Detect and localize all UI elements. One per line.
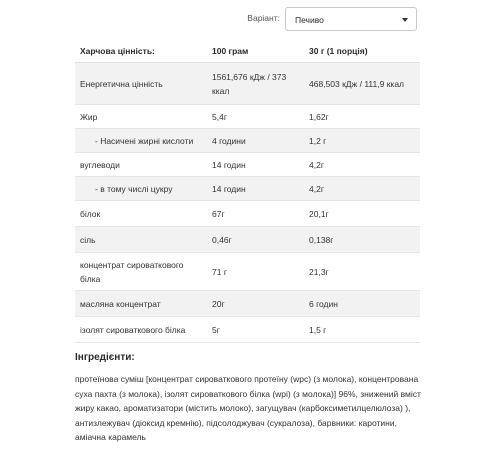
table-row [75, 253, 420, 291]
row-value-30g: 1,62г [304, 105, 420, 129]
row-value-30g: 4,2г [304, 177, 420, 201]
ingredients-text: протеїнова суміш [концентрат сироваткового протеїну (wpc) (з молока), концентрована суха пахта (з молока), ізолят сироваткового білка (wpi) (з молока)] 96%, знижений вміст жиру какао, ароматизатори (містить молоко), загущувач (карбоксиметилцелюлоза) ), антизлежувач (діоксид кремнію), підсолоджувач (сукралоза), барвники: каротини, аміачна карамель [75, 374, 421, 442]
ingredients-title: Інгредієнти: [75, 352, 135, 363]
row-value-100g: 1561,676 кДж / 373 ккал [207, 63, 304, 105]
header-30g: 30 г (1 порція) [304, 40, 420, 63]
row-value-30g: 468,503 кДж / 111,9 ккал [304, 63, 420, 105]
row-value-30g: 1,2 г [304, 129, 420, 153]
table-row [75, 129, 420, 153]
row-label: Енергетична цінність [75, 63, 207, 105]
table-row [75, 105, 420, 129]
chevron-down-icon [402, 18, 408, 22]
row-value-30g: 1,5 г [304, 317, 420, 343]
row-label: - Насичені жирні кислоти [75, 129, 207, 153]
row-value-100g: 5г [207, 317, 304, 343]
table-row [75, 201, 420, 227]
variant-label: Варіант: [247, 13, 280, 23]
row-label: - в тому числі цукру [75, 177, 207, 201]
row-value-100g: 0,46г [207, 227, 304, 253]
row-value-100g: 71 г [207, 253, 304, 291]
row-value-30g: 6 годин [304, 291, 420, 317]
row-label: сіль [75, 227, 207, 253]
row-value-30g: 0,138г [304, 227, 420, 253]
row-value-100g: 14 годин [207, 153, 304, 177]
row-label: концентрат сироваткового білка [75, 253, 207, 291]
variant-select-value: Печиво [295, 15, 324, 25]
row-value-30g: 20,1г [304, 201, 420, 227]
row-value-100g: 14 годин [207, 177, 304, 201]
row-label: ізолят сироваткового білка [75, 317, 207, 343]
row-label: масляна концентрат [75, 291, 207, 317]
table-row [75, 291, 420, 317]
table-row [75, 63, 420, 105]
row-value-30g: 21,3г [304, 253, 420, 291]
variant-selector-row [0, 0, 500, 40]
header-nutrition: Харчова цінність: [75, 40, 207, 63]
table-row [75, 227, 420, 253]
table-header-row [75, 40, 420, 63]
variant-select[interactable] [285, 7, 417, 31]
nutrition-table [75, 40, 420, 343]
header-100g: 100 грам [207, 40, 304, 63]
row-value-100g: 4 години [207, 129, 304, 153]
row-value-30g: 4,2г [304, 153, 420, 177]
row-value-100g: 67г [207, 201, 304, 227]
table-row [75, 317, 420, 343]
row-label: Жир [75, 105, 207, 129]
row-label: вуглеводи [75, 153, 207, 177]
row-value-100g: 20г [207, 291, 304, 317]
table-row [75, 153, 420, 177]
row-label: білок [75, 201, 207, 227]
table-row [75, 177, 420, 201]
row-value-100g: 5,4г [207, 105, 304, 129]
